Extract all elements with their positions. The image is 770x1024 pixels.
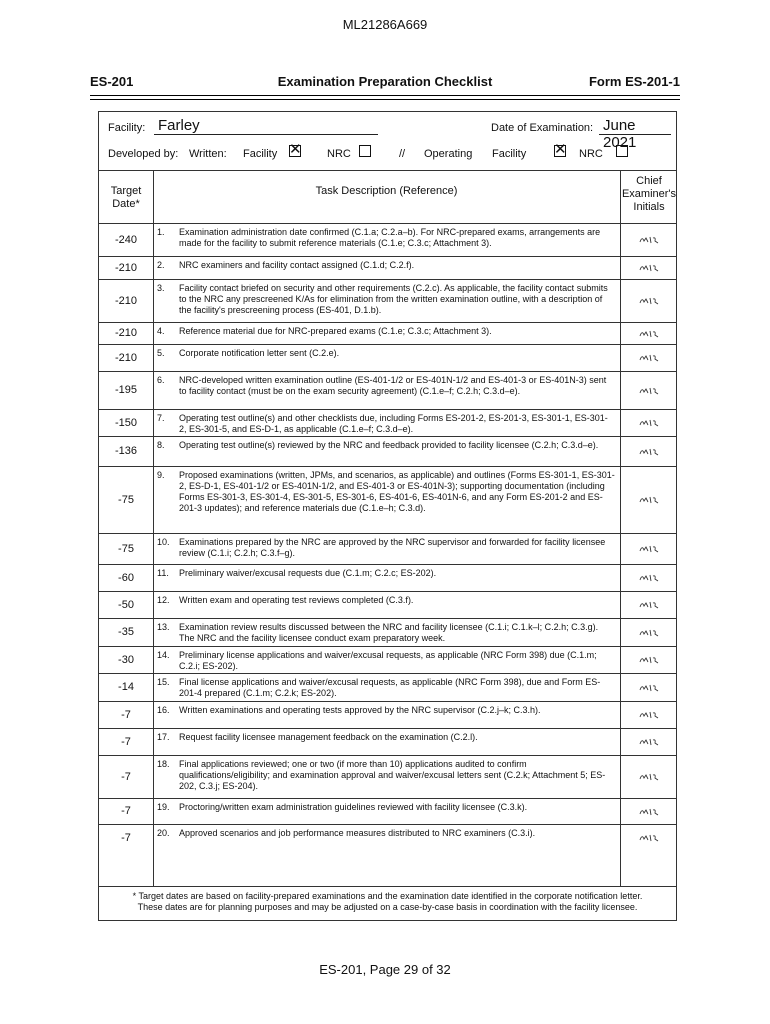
examiner-initials-signature (620, 372, 678, 409)
examiner-initials-signature (620, 674, 678, 701)
table-row (99, 409, 676, 436)
task-description: Proposed examinations (written, JPMs, and scenarios, as applicable) and outlines (Forms ES-301-1, ES-301-2, ES-D-1, ES-401-1/2 or ES-401N-1/2, and ES-401-3 or ES-401N-3); supporting documentation (including Forms ES-301-3, ES-301-4, ES-301-5, ES-301-6, ES-401-6, ES-401N-6, and any Form ES-201-2 and ES-201-3 updates); and reference materials due (C.1.e–h; C.3.d). (179, 470, 615, 513)
task-description: Proctoring/written exam administration guidelines reviewed with facility licensee (C.3.k). (179, 802, 528, 812)
task-number: 1. (157, 227, 165, 237)
table-header (99, 170, 676, 224)
target-date-cell: -50 (118, 598, 134, 611)
target-date-cell: -7 (121, 708, 131, 721)
task-number: 9. (157, 470, 165, 480)
written-facility-checkbox[interactable] (289, 141, 302, 158)
exam-date-label: Date of Examination: (491, 122, 594, 134)
header-form-series: ES-201 (90, 74, 134, 89)
target-date-cell: -30 (118, 653, 134, 666)
target-date-cell: -150 (114, 416, 138, 429)
table-row (99, 755, 676, 798)
task-description: Written exam and operating test reviews completed (C.3.f). (179, 595, 414, 605)
task-number: 2. (157, 260, 165, 270)
table-row (99, 564, 676, 591)
exam-date-value: June 2021 (603, 117, 637, 151)
task-number: 20. (157, 828, 170, 838)
facility-field (108, 117, 200, 134)
examiner-initials-signature (620, 825, 678, 851)
written-label: Written: (189, 148, 227, 160)
examiner-initials-signature (620, 410, 678, 436)
target-date-cell: -210 (114, 327, 138, 339)
task-description: Preliminary license applications and waiver/excusal requests, as applicable (NRC Form 398) due (C.1.m; C.2.i; ES-202). (179, 650, 597, 671)
target-date-cell: -7 (121, 735, 131, 748)
examiner-initials-signature (620, 565, 678, 591)
handwritten-initials (638, 772, 660, 782)
examiner-initials-signature (620, 467, 678, 533)
handwritten-initials (638, 329, 660, 339)
task-description-header: Task Description (Reference) (315, 185, 458, 197)
examiner-initials-signature (620, 647, 678, 673)
target-date-cell: -7 (121, 805, 131, 817)
task-number: 17. (157, 732, 170, 742)
task-number: 10. (157, 537, 170, 547)
task-description: Examination review results discussed between the NRC and facility licensee (C.1.i; C.1.k–l; C.2.h; C.3.g). The NRC and the facility licensee conduct exam preparatory week. (179, 622, 599, 643)
handwritten-initials (638, 263, 660, 273)
task-number: 7. (157, 413, 165, 423)
table-row (99, 371, 676, 409)
task-number: 15. (157, 677, 170, 687)
facility-label: Facility: (108, 122, 146, 134)
examiner-initials-signature (620, 702, 678, 728)
target-date-cell: -60 (118, 571, 134, 584)
task-description: Corporate notification letter sent (C.2.e). (179, 348, 340, 358)
examiner-initials-signature (620, 756, 678, 798)
table-row (99, 673, 676, 701)
handwritten-initials (638, 418, 660, 428)
target-date-cell: -7 (121, 831, 131, 844)
target-date-cell: -35 (118, 626, 134, 638)
exam-date-field (491, 117, 637, 151)
developed-by-label: Developed by: (108, 148, 179, 160)
operating-label: Operating (424, 148, 473, 160)
task-number: 18. (157, 759, 170, 769)
table-row (99, 798, 676, 824)
written-nrc-checkbox[interactable] (359, 145, 371, 157)
handwritten-initials (638, 296, 660, 306)
handwritten-initials (638, 495, 660, 505)
task-number: 19. (157, 802, 170, 812)
task-description: Final applications reviewed; one or two (if more than 10) applications audited to confirm qualifications/eligibility; and examination approval and waiver/excusal letters sent (C.2.k; Attachment 5; ES-202, C.3.j; ES-204). (179, 759, 606, 791)
target-date-header: Target Date* (110, 185, 142, 210)
table-row (99, 466, 676, 533)
task-description: Final license applications and waiver/excusal requests, as applicable (NRC Form 398), due and Form ES-201-4 prepared (C.1.m; C.2.k; ES-202). (179, 677, 601, 698)
table-row (99, 436, 676, 466)
handwritten-initials (638, 655, 660, 665)
task-number: 14. (157, 650, 170, 660)
handwritten-initials (638, 710, 660, 720)
examiner-initials-signature (620, 619, 678, 646)
task-number: 4. (157, 326, 165, 336)
handwritten-initials (638, 683, 660, 693)
handwritten-initials (638, 386, 660, 396)
table-row (99, 223, 676, 256)
handwritten-initials (638, 235, 660, 245)
operating-nrc-label: NRC (579, 148, 603, 160)
page-footer: ES-201, Page 29 of 32 (319, 962, 451, 977)
target-date-cell: -240 (114, 233, 138, 246)
handwritten-initials (638, 737, 660, 747)
task-description: Examinations prepared by the NRC are approved by the NRC supervisor and forwarded for facility licensee review (C.1.i; C.2.h; C.3.f–g). (179, 537, 606, 558)
examiner-initials-signature (620, 280, 678, 322)
task-description: Operating test outline(s) reviewed by the NRC and feedback provided to facility licensee (C.2.h; C.3.d–e). (179, 440, 599, 450)
table-row (99, 824, 676, 851)
checklist-form (98, 111, 677, 921)
target-date-cell: -136 (114, 445, 138, 457)
target-date-cell: -7 (121, 770, 131, 783)
task-number: 6. (157, 375, 165, 385)
header-form-number: Form ES-201-1 (588, 74, 680, 89)
target-date-cell: -210 (114, 261, 138, 274)
handwritten-initials (638, 353, 660, 363)
table-row (99, 256, 676, 279)
table-row (99, 701, 676, 728)
check-mark-icon: ✕ (554, 141, 567, 158)
table-row (99, 344, 676, 371)
target-date-cell: -210 (114, 294, 138, 307)
header-title: Examination Preparation Checklist (277, 74, 493, 89)
handwritten-initials (638, 600, 660, 610)
table-row (99, 591, 676, 618)
table-row (99, 279, 676, 322)
examiner-initials-signature (620, 345, 678, 371)
task-number: 11. (157, 568, 169, 578)
task-description: NRC-developed written examination outline (ES-401-1/2 or ES-401N-1/2 and ES-401-3 or ES-401N-3) sent to facility contact (must be on the exam security agreement) (C.1.e–f; C.2.h; C.3.d–e). (179, 375, 607, 396)
task-description: Facility contact briefed on security and other requirements (C.2.c). As applicable, the facility contact submits to the NRC any prescreened K/As for elimination from the written examination outline, with a description of the facility's prescreening process (ES-401, D.1.b). (179, 283, 608, 315)
task-number: 13. (157, 622, 170, 632)
task-description: Request facility licensee management feedback on the examination (C.2.l). (179, 732, 478, 742)
task-description: Reference material due for NRC-prepared exams (C.1.e; C.3.c; Attachment 3). (179, 326, 492, 336)
facility-value: Farley (158, 117, 200, 134)
target-date-cell: -75 (118, 542, 134, 555)
target-date-cell: -75 (118, 493, 134, 506)
table-row (99, 533, 676, 564)
table-row (99, 728, 676, 755)
examiner-initials-signature (620, 323, 678, 344)
written-nrc-label: NRC (327, 148, 351, 160)
task-description: Examination administration date confirmed (C.1.a; C.2.a–b). For NRC-prepared exams, arrangements are made for the facility to submit reference materials (C.1.e; C.3.c; Attachment 3). (179, 227, 601, 248)
operating-nrc-checkbox[interactable] (616, 145, 628, 157)
form-header (90, 71, 680, 96)
examiner-initials-signature (620, 729, 678, 755)
handwritten-initials (638, 628, 660, 638)
examiner-initials-signature (620, 592, 678, 618)
table-row (99, 618, 676, 646)
task-number: 5. (157, 348, 165, 358)
examiner-initials-signature (620, 534, 678, 564)
task-description: Operating test outline(s) and other checklists due, including Forms ES-201-2, ES-201-3, ES-301-1, ES-301-2, ES-301-5, and ES-D-1, as applicable (C.1.e–f; C.3.d–e). (179, 413, 608, 434)
task-description: Written examinations and operating tests approved by the NRC supervisor (C.2.j–k; C.3.h). (179, 705, 541, 715)
task-description: Preliminary waiver/excusal requests due (C.1.m; C.2.c; ES-202). (179, 568, 437, 578)
handwritten-initials (638, 573, 660, 583)
target-date-cell: -14 (118, 681, 134, 693)
task-number: 8. (157, 440, 165, 450)
examiner-initials-signature (620, 257, 678, 279)
task-description: Approved scenarios and job performance measures distributed to NRC examiners (C.3.i). (179, 828, 536, 838)
document-id: ML21286A669 (342, 17, 428, 32)
table-row (99, 646, 676, 673)
operating-facility-label: Facility (492, 148, 527, 160)
target-date-cell: -210 (114, 351, 138, 364)
handwritten-initials (638, 833, 660, 843)
target-date-cell: -195 (114, 384, 138, 396)
header-rule (90, 99, 680, 100)
chief-examiner-header: Chief Examiner's Initials (621, 175, 677, 213)
table-row (99, 322, 676, 344)
handwritten-initials (638, 544, 660, 554)
written-facility-label: Facility (243, 148, 278, 160)
examiner-initials-signature (620, 799, 678, 824)
footnote: * Target dates are based on facility-prepared examinations and the examination date identified in the corporate notification letter. These dates are for planning purposes and may be adjusted on a case-by-case basis in coordination with the facility licensee. (99, 886, 676, 920)
examiner-initials-signature (620, 224, 678, 256)
facility-underline (154, 134, 378, 135)
separator: // (399, 148, 406, 160)
task-number: 16. (157, 705, 170, 715)
checklist-rows (99, 223, 676, 851)
examiner-initials-signature (620, 437, 678, 466)
handwritten-initials (638, 447, 660, 457)
check-mark-icon: ✕ (289, 141, 302, 158)
task-description: NRC examiners and facility contact assigned (C.1.d; C.2.f). (179, 260, 415, 270)
handwritten-initials (638, 807, 660, 817)
task-number: 3. (157, 283, 165, 293)
operating-facility-checkbox[interactable] (554, 141, 567, 158)
task-number: 12. (157, 595, 170, 605)
